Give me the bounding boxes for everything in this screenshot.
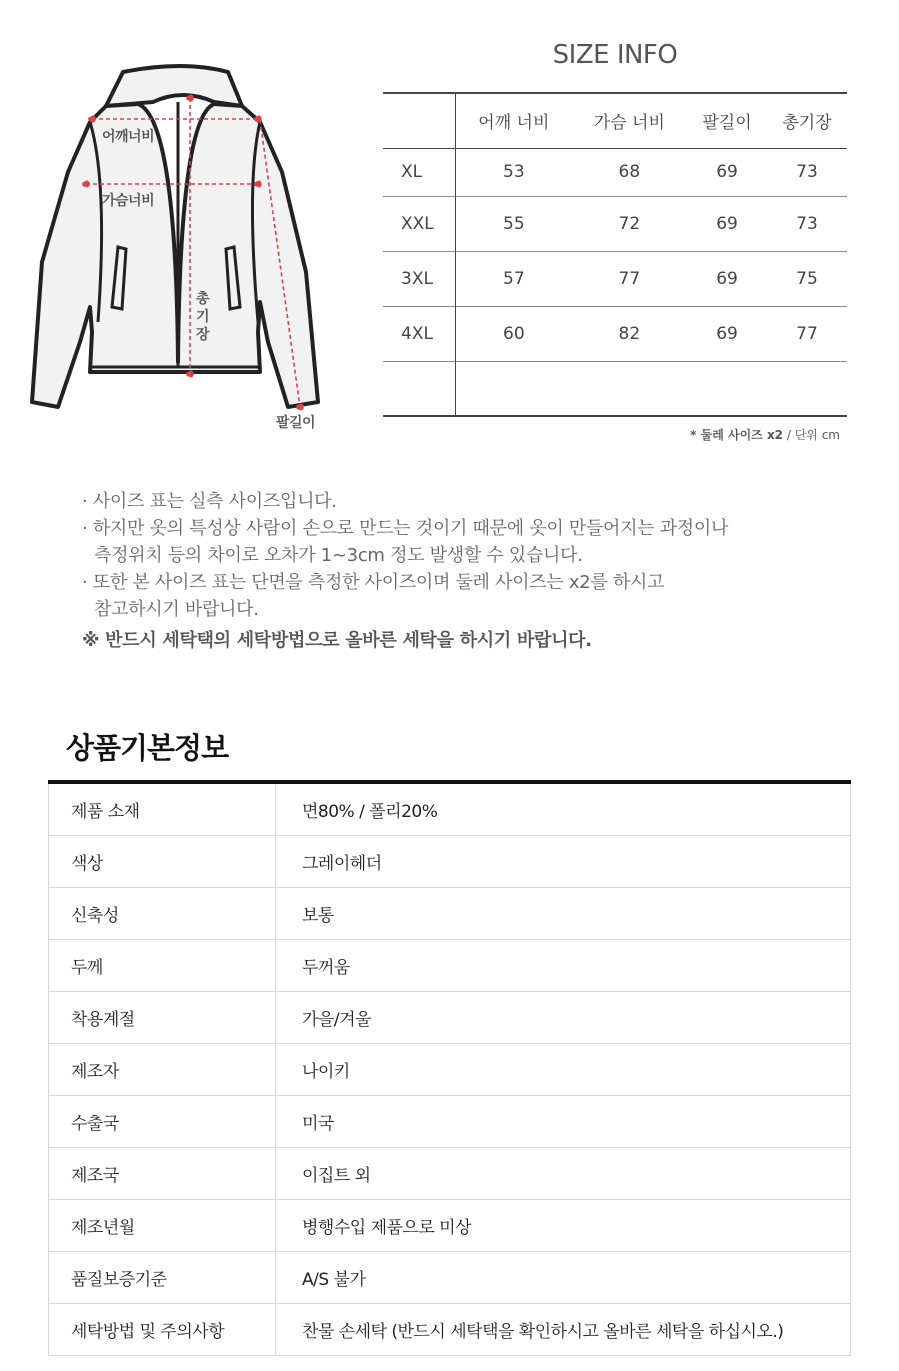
size-row: [383, 148, 847, 196]
info-key: 품질보증기준: [49, 1252, 276, 1304]
size-header-blank: [383, 93, 456, 148]
info-row: [49, 836, 851, 888]
info-value: 보통: [276, 888, 851, 940]
info-value: 면80% / 폴리20%: [276, 784, 851, 836]
laundry-warning: ※ 반드시 세탁택의 세탁방법으로 올바른 세탁을 하시기 바랍니다.: [82, 630, 592, 651]
size-row: [383, 306, 847, 361]
size-notes: [82, 488, 842, 654]
sleeve-label: 팔길이: [276, 415, 316, 431]
size-value: 69: [716, 162, 738, 182]
jacket-illustration: [28, 62, 338, 442]
info-value: 그레이헤더: [276, 836, 851, 888]
note-line: · 또한 본 사이즈 표는 단면을 측정한 사이즈이며 둘레 사이즈는 x2를 하시고: [82, 572, 665, 593]
note-line: · 하지만 옷의 특성상 사람이 손으로 만드는 것이기 때문에 옷이 만들어지는 과정이나: [82, 518, 729, 539]
size-value: 77: [796, 323, 818, 344]
size-label: 3XL: [383, 251, 456, 306]
info-row: [49, 1252, 851, 1304]
size-row: [383, 251, 847, 306]
size-note-unit: / 단위 cm: [783, 428, 840, 442]
size-value: 73: [796, 162, 818, 182]
size-label: XXL: [383, 196, 456, 251]
info-key: 제조자: [49, 1044, 276, 1096]
product-info-table: [48, 784, 851, 1356]
info-row: [49, 1044, 851, 1096]
info-value: 나이키: [276, 1044, 851, 1096]
info-value: A/S 불가: [276, 1252, 851, 1304]
size-value: 77: [618, 268, 641, 289]
shoulder-label: 어깨너비: [102, 129, 155, 145]
size-table-header: [383, 93, 847, 148]
info-value: 두꺼움: [276, 940, 851, 992]
size-label: XL: [383, 148, 456, 196]
header-shoulder: 어깨 너비: [478, 113, 550, 134]
info-key: 수출국: [49, 1096, 276, 1148]
info-value: 찬물 손세탁 (반드시 세탁택을 확인하시고 올바른 세탁을 하십시오.): [276, 1304, 851, 1356]
length-label-1: 총: [196, 291, 210, 307]
product-info-title: 상품기본정보: [66, 731, 229, 765]
size-value: 82: [618, 323, 641, 344]
info-row: [49, 784, 851, 836]
size-value: 72: [618, 213, 641, 234]
info-key: 제조국: [49, 1148, 276, 1200]
length-label-2: 기: [196, 309, 210, 325]
size-value: 68: [618, 162, 641, 182]
size-value: 73: [796, 213, 818, 234]
size-label: 4XL: [383, 306, 456, 361]
size-value: 60: [503, 323, 525, 344]
info-key: 색상: [49, 836, 276, 888]
info-row: [49, 888, 851, 940]
header-chest: 가슴 너비: [593, 113, 665, 134]
info-value: 병행수입 제품으로 미상: [276, 1200, 851, 1252]
jacket-size-diagram: [28, 62, 338, 442]
info-key: 제조년월: [49, 1200, 276, 1252]
header-length: 총기장: [782, 113, 832, 134]
size-value: 75: [796, 268, 818, 289]
size-value: 69: [716, 323, 738, 344]
size-note-bold: * 둘레 사이즈 x2: [690, 428, 784, 442]
size-value: 69: [716, 268, 738, 289]
info-row: [49, 1200, 851, 1252]
info-value: 미국: [276, 1096, 851, 1148]
chest-label: 가슴너비: [102, 193, 155, 209]
info-key: 세탁방법 및 주의사항: [49, 1304, 276, 1356]
size-value: 69: [716, 213, 738, 234]
info-row: [49, 1148, 851, 1200]
info-key: 신축성: [49, 888, 276, 940]
info-row: [49, 992, 851, 1044]
size-value: 53: [503, 162, 525, 182]
size-value: 55: [503, 213, 525, 234]
info-value: 이집트 외: [276, 1148, 851, 1200]
info-row: [49, 1096, 851, 1148]
note-line: 측정위치 등의 차이로 오차가 1~3cm 정도 발생할 수 있습니다.: [94, 545, 583, 566]
note-line: 참고하시기 바랍니다.: [94, 599, 259, 620]
size-table: [383, 92, 847, 417]
header-sleeve: 팔길이: [702, 113, 752, 134]
info-row: [49, 940, 851, 992]
size-info-title: SIZE INFO: [552, 40, 678, 70]
length-label-3: 장: [196, 327, 210, 343]
info-key: 착용계절: [49, 992, 276, 1044]
size-row-empty: [383, 361, 847, 416]
info-row: [49, 1304, 851, 1356]
info-key: 제품 소재: [49, 784, 276, 836]
size-value: 57: [503, 268, 525, 289]
note-line: · 사이즈 표는 실측 사이즈입니다.: [82, 491, 337, 512]
size-row: [383, 196, 847, 251]
size-unit-note: [560, 426, 840, 443]
info-value: 가을/겨울: [276, 992, 851, 1044]
info-key: 두께: [49, 940, 276, 992]
